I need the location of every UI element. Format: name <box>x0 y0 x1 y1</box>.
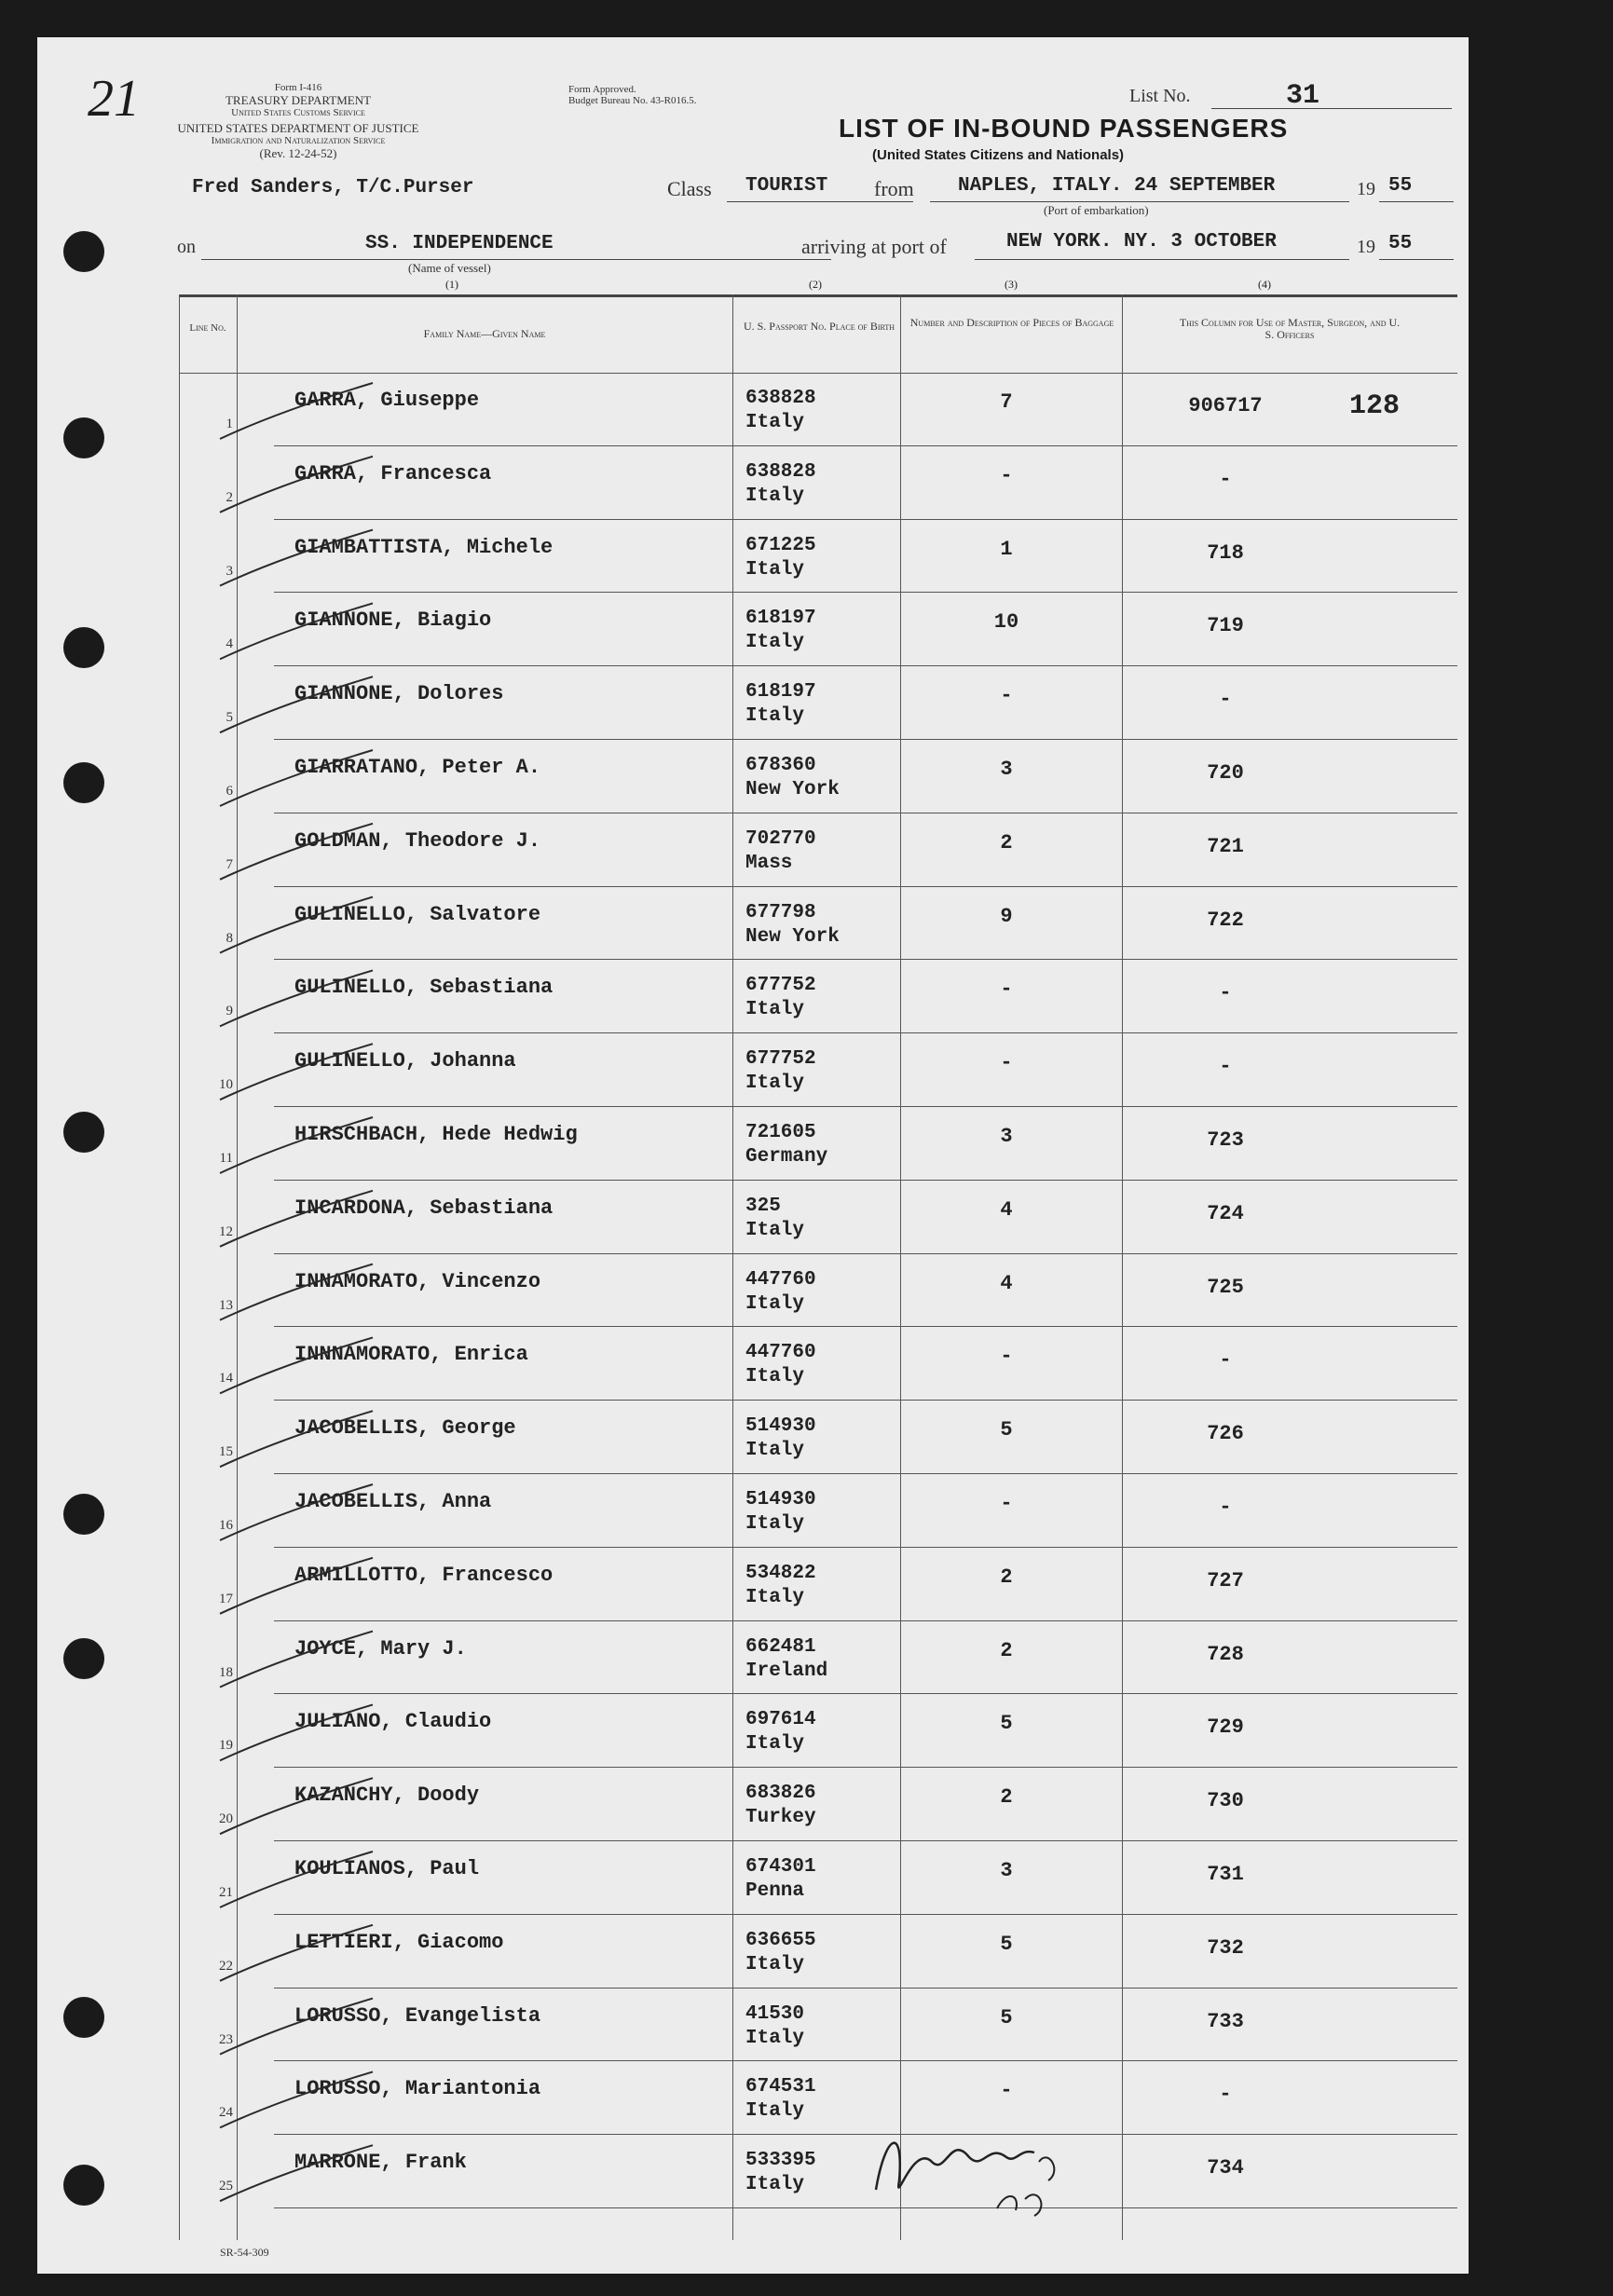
budget-bureau: Budget Bureau No. 43-R016.5. <box>568 95 697 106</box>
passenger-name: MARRONE, Frank <box>294 2151 467 2175</box>
passenger-name: GIANNONE, Dolores <box>294 682 504 706</box>
passenger-name: INCARDONA, Sebastiana <box>294 1196 554 1220</box>
col-num-4: (4) <box>1258 278 1271 291</box>
passport-number: 678360 <box>745 755 816 776</box>
baggage-count: 7 <box>1000 390 1013 414</box>
form-number: Form I-416 <box>274 82 322 93</box>
baggage-count: - <box>1000 1051 1013 1075</box>
baggage-count: 5 <box>1000 1418 1013 1442</box>
check-stroke <box>220 1999 373 2055</box>
from-year: 55 <box>1388 175 1413 197</box>
baggage-count: 4 <box>1000 1197 1013 1222</box>
line-number: 5 <box>226 710 233 726</box>
passenger-name: GULINELLO, Johanna <box>294 1049 516 1073</box>
passenger-name: GARRA, Francesca <box>294 461 492 485</box>
passenger-name: GOLDMAN, Theodore J. <box>294 828 541 853</box>
check-stroke <box>220 603 373 659</box>
officer-number: - <box>1219 981 1232 1005</box>
check-stroke <box>220 1264 373 1320</box>
line-number: 8 <box>226 930 233 946</box>
line-number: 4 <box>226 636 233 652</box>
baggage-count: 2 <box>1000 830 1013 854</box>
line-number: 20 <box>219 1811 233 1827</box>
line-number: 17 <box>219 1591 233 1606</box>
check-stroke <box>220 1191 373 1247</box>
line-number: 15 <box>219 1444 233 1460</box>
place-of-birth: Italy <box>745 1366 805 1388</box>
list-no-label: List No. <box>1129 86 1191 106</box>
passenger-name: GULINELLO, Salvatore <box>294 902 541 926</box>
line-number: 12 <box>219 1223 233 1239</box>
passport-number: 683826 <box>745 1783 816 1805</box>
place-of-birth: Italy <box>745 2100 805 2123</box>
baggage-count: - <box>1000 1492 1013 1515</box>
place-of-birth: Italy <box>745 412 805 433</box>
passenger-name: GIANNONE, Biagio <box>294 608 492 633</box>
line-number: 10 <box>219 1077 233 1093</box>
passport-number: 534822 <box>745 1562 816 1584</box>
check-stroke <box>220 2071 373 2127</box>
document-sheet <box>37 37 1469 2274</box>
from-value: NAPLES, ITALY. 24 SEPTEMBER <box>958 175 1276 197</box>
passport-number: 514930 <box>745 1415 816 1438</box>
from-label: from <box>874 177 914 200</box>
col-header-baggage: Number and Description of Pieces of Baggage <box>909 316 1114 329</box>
baggage-count: 10 <box>993 610 1019 635</box>
place-of-birth: Italy <box>745 1440 805 1462</box>
check-stroke <box>220 1925 373 1981</box>
baggage-count: - <box>1000 977 1013 1002</box>
check-stroke <box>220 383 373 439</box>
place-of-birth: Italy <box>745 632 805 654</box>
form-code: SR-54-309 <box>220 2246 269 2259</box>
baggage-count: - <box>1000 463 1013 487</box>
baggage-count: 2 <box>1000 1565 1013 1589</box>
passport-number: 721605 <box>745 1122 816 1143</box>
check-stroke <box>220 1632 373 1688</box>
passport-number: 533395 <box>745 2150 816 2172</box>
place-of-birth: Italy <box>745 1513 805 1535</box>
arrival-year-prefix: 19 <box>1357 237 1375 257</box>
place-of-birth: Germany <box>745 1146 828 1168</box>
place-of-birth: Italy <box>745 1953 805 1975</box>
passport-number: 638828 <box>745 388 816 409</box>
officer-number: 719 <box>1207 614 1244 638</box>
check-marks <box>37 37 1469 2274</box>
col-num-3: (3) <box>1005 278 1018 291</box>
vessel-name: SS. INDEPENDENCE <box>365 233 554 254</box>
place-of-birth: Turkey <box>745 1807 816 1829</box>
place-of-birth: New York <box>745 779 840 800</box>
passport-number: 618197 <box>745 608 816 630</box>
passport-number: 618197 <box>745 681 816 704</box>
line-number: 25 <box>219 2179 233 2194</box>
check-stroke <box>220 970 373 1026</box>
passenger-name: GIAMBATTISTA, Michele <box>294 535 554 559</box>
line-number: 18 <box>219 1664 233 1680</box>
officer-number: 733 <box>1207 2009 1244 2033</box>
passenger-name: KAZANCHY, Doody <box>294 1784 480 1808</box>
class-label: Class <box>667 177 712 200</box>
check-stroke <box>220 676 373 732</box>
passport-number: 677798 <box>745 901 816 923</box>
col-num-2: (2) <box>809 278 822 291</box>
officer-number: 732 <box>1207 1935 1244 1960</box>
passport-number: 41530 <box>745 2002 805 2025</box>
line-number: 14 <box>219 1371 233 1387</box>
line-number: 23 <box>219 2031 233 2047</box>
baggage-count: 3 <box>1000 1859 1013 1882</box>
baggage-count: 2 <box>1000 1638 1013 1662</box>
passenger-name: ARMILLOTTO, Francesco <box>294 1563 554 1587</box>
officer-number: 718 <box>1207 540 1244 565</box>
col-header-name: Family Name—Given Name <box>423 327 546 340</box>
officer-number: - <box>1219 2083 1232 2107</box>
passenger-name: HIRSCHBACH, Hede Hedwig <box>294 1123 578 1146</box>
officer-initials <box>857 2106 1100 2227</box>
col-num-1: (1) <box>445 278 458 291</box>
officer-number: 725 <box>1207 1275 1244 1299</box>
line-number: 24 <box>219 2105 233 2121</box>
passport-number: 677752 <box>745 975 816 997</box>
passport-number: 447760 <box>745 1342 816 1364</box>
passenger-name: GULINELLO, Sebastiana <box>294 976 554 1000</box>
line-number: 2 <box>226 489 233 505</box>
passenger-name: LETTIERI, Giacomo <box>294 1930 504 1954</box>
baggage-count: 5 <box>1000 2005 1013 2030</box>
officer-number: 729 <box>1207 1715 1244 1740</box>
passport-number: 514930 <box>745 1489 816 1510</box>
from-year-prefix: 19 <box>1357 179 1375 199</box>
revision: (Rev. 12-24-52) <box>259 146 337 160</box>
officer-number: 720 <box>1207 761 1244 785</box>
baggage-count: - <box>1000 684 1013 708</box>
baggage-count: - <box>1000 1345 1013 1369</box>
line-number: 19 <box>219 1738 233 1754</box>
place-of-birth: Italy <box>745 999 805 1021</box>
baggage-count: 5 <box>1000 1712 1013 1736</box>
col-header-line: Line No. <box>189 322 226 334</box>
line-number: 1 <box>226 417 233 431</box>
check-stroke <box>220 750 373 806</box>
officer-number: 730 <box>1207 1789 1244 1813</box>
check-stroke <box>220 1852 373 1907</box>
officer-number: 731 <box>1207 1863 1244 1886</box>
line-number: 16 <box>219 1518 233 1533</box>
officer-number: - <box>1219 1496 1232 1519</box>
vessel-label: (Name of vessel) <box>408 261 491 275</box>
check-stroke <box>220 1704 373 1760</box>
check-stroke <box>220 457 373 512</box>
check-stroke <box>220 1558 373 1614</box>
arrival-year: 55 <box>1388 233 1413 254</box>
line-number: 21 <box>219 1885 233 1900</box>
check-stroke <box>220 824 373 880</box>
check-stroke <box>220 1484 373 1540</box>
place-of-birth: Ireland <box>745 1660 828 1682</box>
passenger-name: LORUSSO, Mariantonia <box>294 2077 541 2101</box>
place-of-birth: Mass <box>745 852 793 874</box>
baggage-count: 5 <box>1000 1932 1013 1956</box>
check-stroke <box>220 530 373 586</box>
line-number: 13 <box>219 1297 233 1313</box>
place-of-birth: Italy <box>745 2174 805 2196</box>
passport-number: 447760 <box>745 1268 816 1291</box>
page-mark: 21 <box>88 70 140 128</box>
passenger-name: JACOBELLIS, George <box>294 1416 516 1441</box>
col-header-officers: This Column for Use of Master, Surgeon, and U. S. Officers <box>1179 316 1401 341</box>
check-stroke <box>220 897 373 953</box>
officer-number: 734 <box>1207 2156 1244 2180</box>
baggage-count: 4 <box>1000 1271 1013 1295</box>
officer-number: 724 <box>1207 1201 1244 1225</box>
officer-number: 723 <box>1207 1128 1244 1152</box>
page-subtitle: (United States Citizens and Nationals) <box>872 147 1125 163</box>
line-number: 9 <box>226 1004 233 1019</box>
line-number: 6 <box>226 784 233 799</box>
passenger-name: JULIANO, Claudio <box>294 1710 492 1734</box>
place-of-birth: New York <box>745 925 840 948</box>
passport-number: 662481 <box>745 1635 816 1658</box>
arriving-label: arriving at port of <box>801 235 947 258</box>
place-of-birth: Italy <box>745 1586 805 1608</box>
passenger-name: INNNAMORATO, Enrica <box>294 1343 528 1367</box>
passport-number: 674301 <box>745 1856 816 1878</box>
officer-number: 728 <box>1207 1642 1244 1666</box>
passport-number: 636655 <box>745 1929 816 1951</box>
officer-extra-number: 128 <box>1349 390 1401 422</box>
arrival-value: NEW YORK. NY. 3 OCTOBER <box>1006 231 1277 253</box>
class-value: TOURIST <box>745 175 828 197</box>
immigration-service: Immigration and Naturalization Service <box>211 135 386 146</box>
passenger-name: LORUSSO, Evangelista <box>294 2003 541 2028</box>
baggage-count: - <box>1000 2079 1013 2103</box>
passenger-name: GARRA, Giuseppe <box>294 389 480 412</box>
place-of-birth: Italy <box>745 2027 805 2049</box>
baggage-count: 1 <box>1000 537 1013 561</box>
passenger-name: JOYCE, Mary J. <box>294 1636 467 1660</box>
officer-number: 722 <box>1207 908 1244 932</box>
passenger-name: KOULIANOS, Paul <box>294 1857 480 1880</box>
check-stroke <box>220 1411 373 1467</box>
treasury-department: TREASURY DEPARTMENT <box>225 93 372 107</box>
baggage-count: 2 <box>1000 1785 1013 1810</box>
passenger-name: INNAMORATO, Vincenzo <box>294 1269 541 1293</box>
passenger-name: GIARRATANO, Peter A. <box>294 756 541 779</box>
line-number: 7 <box>226 856 233 872</box>
check-stroke <box>220 2145 373 2201</box>
place-of-birth: Italy <box>745 1219 805 1241</box>
passport-number: 638828 <box>745 460 816 483</box>
check-stroke <box>220 1117 373 1173</box>
on-label: on <box>177 237 196 257</box>
list-no-value: 31 <box>1286 80 1320 112</box>
check-stroke <box>220 1044 373 1100</box>
customs-service: United States Customs Service <box>231 107 365 118</box>
form-approved: Form Approved. <box>568 84 636 95</box>
place-of-birth: Italy <box>745 705 805 728</box>
page-title: LIST OF IN-BOUND PASSENGERS <box>839 114 1289 143</box>
baggage-count: 3 <box>1000 758 1013 781</box>
line-number: 3 <box>226 563 233 579</box>
place-of-birth: Italy <box>745 485 805 507</box>
place-of-birth: Italy <box>745 558 805 581</box>
baggage-count: 3 <box>1000 1125 1013 1148</box>
line-number: 11 <box>219 1151 233 1166</box>
officer-number: 721 <box>1207 834 1244 858</box>
place-of-birth: Italy <box>745 1733 805 1756</box>
officer-number: - <box>1219 688 1232 712</box>
passport-number: 702770 <box>745 827 816 850</box>
port-embarkation-label: (Port of embarkation) <box>1044 203 1149 217</box>
col-header-passport: U. S. Passport No. Place of Birth <box>743 320 895 333</box>
officer-number: - <box>1219 1055 1232 1079</box>
passport-number: 697614 <box>745 1709 816 1731</box>
justice-department: UNITED STATES DEPARTMENT OF JUSTICE <box>177 121 419 135</box>
officer-number: 726 <box>1207 1422 1244 1446</box>
officer-number: 727 <box>1207 1568 1244 1592</box>
place-of-birth: Italy <box>745 1073 805 1095</box>
passport-number: 677752 <box>745 1048 816 1071</box>
officer-number: - <box>1219 467 1232 491</box>
place-of-birth: Italy <box>745 1292 805 1315</box>
purser-name: Fred Sanders, T/C.Purser <box>192 177 474 198</box>
officer-number: 906717 <box>1188 394 1263 417</box>
passenger-name: JACOBELLIS, Anna <box>294 1490 492 1513</box>
passport-number: 671225 <box>745 534 816 556</box>
baggage-count: 9 <box>1000 904 1013 928</box>
passport-number: 674531 <box>745 2076 816 2098</box>
check-stroke <box>220 1778 373 1834</box>
place-of-birth: Penna <box>745 1880 805 1902</box>
line-number: 22 <box>219 1958 233 1974</box>
check-stroke <box>220 1337 373 1393</box>
officer-number: - <box>1219 1348 1232 1373</box>
passport-number: 325 <box>745 1195 781 1217</box>
